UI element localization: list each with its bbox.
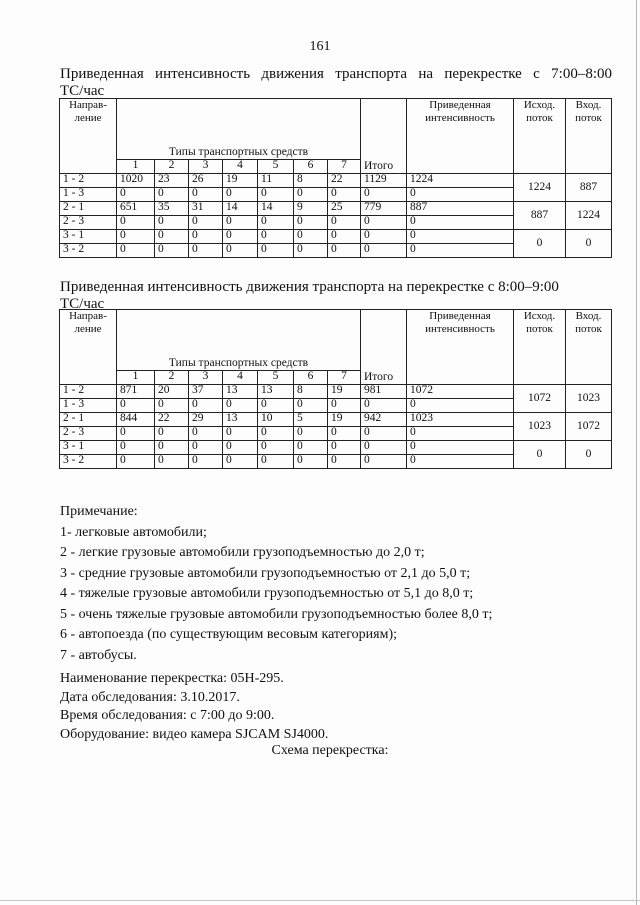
- vehicle-count-cell: 22: [155, 413, 189, 427]
- survey-date: Дата обследования: 3.10.2017.: [60, 689, 240, 705]
- vehicle-count-cell: 0: [294, 230, 328, 244]
- header-type-number: 1: [117, 371, 155, 385]
- vehicle-count-cell: 13: [223, 413, 258, 427]
- vehicle-count-cell: 0: [117, 188, 155, 202]
- header-type-number: 6: [294, 160, 328, 174]
- vehicle-count-cell: 8: [294, 174, 328, 188]
- survey-equipment: Оборудование: видео камера SJCAM SJ4000.: [60, 726, 329, 742]
- table1-title: Приведенная интенсивность движения транспорта на перекрестке с 7:00–8:00: [60, 66, 612, 82]
- vehicle-count-cell: 0: [189, 427, 223, 441]
- table-row: [60, 174, 612, 188]
- total-cell: 0: [361, 230, 407, 244]
- reduced-intensity-cell: 1072: [407, 385, 514, 399]
- vehicle-count-cell: 0: [223, 216, 258, 230]
- vehicle-count-cell: 11: [258, 174, 294, 188]
- direction-cell: 3 - 2: [60, 244, 117, 258]
- direction-cell: 3 - 1: [60, 230, 117, 244]
- vehicle-count-cell: 0: [328, 230, 361, 244]
- header-row: [60, 99, 612, 160]
- table1: [59, 98, 612, 258]
- vehicle-count-cell: 19: [223, 174, 258, 188]
- vehicle-count-cell: 0: [117, 441, 155, 455]
- direction-cell: 3 - 2: [60, 455, 117, 469]
- vehicle-count-cell: 19: [328, 413, 361, 427]
- vehicle-count-cell: 5: [294, 413, 328, 427]
- header-vehicle-types: [117, 310, 361, 371]
- table-row: [60, 441, 612, 455]
- vehicle-count-cell: 0: [117, 216, 155, 230]
- header-type-number: 4: [223, 160, 258, 174]
- vehicle-count-cell: 0: [258, 188, 294, 202]
- notes-item: 6 - автопоезда (по существующим весовым категориям);: [60, 627, 398, 642]
- vehicle-count-cell: 844: [117, 413, 155, 427]
- vehicle-count-cell: 0: [189, 230, 223, 244]
- header-direction: Направ- ление: [60, 310, 117, 385]
- vehicle-count-cell: 9: [294, 202, 328, 216]
- reduced-intensity-cell: 0: [407, 455, 514, 469]
- table2-title: Приведенная интенсивность движения транспорта на перекрестке с 8:00–9:00: [60, 279, 559, 295]
- header-out-flow: Исход. поток: [514, 99, 566, 174]
- vehicle-count-cell: 0: [328, 216, 361, 230]
- reduced-intensity-cell: 0: [407, 244, 514, 258]
- vehicle-count-cell: 23: [155, 174, 189, 188]
- vehicle-count-cell: 22: [328, 174, 361, 188]
- header-type-number: 6: [294, 371, 328, 385]
- vehicle-count-cell: 0: [155, 441, 189, 455]
- header-type-number: 7: [328, 160, 361, 174]
- vehicle-count-cell: 37: [189, 385, 223, 399]
- vehicle-count-cell: 19: [328, 385, 361, 399]
- vehicle-count-cell: 871: [117, 385, 155, 399]
- vehicle-count-cell: 0: [258, 399, 294, 413]
- header-type-number: 4: [223, 371, 258, 385]
- header-vehicle-types-label: Типы транспортных средств: [168, 146, 309, 158]
- notes-block: [60, 502, 492, 666]
- vehicle-count-cell: 0: [117, 230, 155, 244]
- direction-cell: 1 - 3: [60, 188, 117, 202]
- header-type-number: 2: [155, 160, 189, 174]
- out-flow-cell: 1072: [514, 385, 566, 413]
- vehicle-count-cell: 651: [117, 202, 155, 216]
- total-cell: 0: [361, 427, 407, 441]
- notes-item: 3 - средние грузовые автомобили грузоподъемностью от 2,1 до 5,0 т;: [60, 565, 471, 581]
- table-row: [60, 202, 612, 216]
- out-flow-cell: 1224: [514, 174, 566, 202]
- vehicle-count-cell: 0: [328, 427, 361, 441]
- table-row: [60, 413, 612, 427]
- vehicle-count-cell: 29: [189, 413, 223, 427]
- total-cell: 942: [361, 413, 407, 427]
- header-type-number: 5: [258, 160, 294, 174]
- vehicle-count-cell: 0: [189, 399, 223, 413]
- vehicle-count-cell: 1020: [117, 174, 155, 188]
- table-row: [60, 385, 612, 399]
- vehicle-count-cell: 0: [189, 216, 223, 230]
- direction-cell: 1 - 3: [60, 399, 117, 413]
- vehicle-count-cell: 0: [294, 188, 328, 202]
- vehicle-count-cell: 0: [223, 427, 258, 441]
- out-flow-cell: 0: [514, 230, 566, 258]
- vehicle-count-cell: 0: [258, 441, 294, 455]
- header-type-number: 3: [189, 160, 223, 174]
- vehicle-count-cell: 31: [189, 202, 223, 216]
- in-flow-cell: 1072: [566, 413, 612, 441]
- out-flow-cell: 0: [514, 441, 566, 469]
- header-type-number: 5: [258, 371, 294, 385]
- reduced-intensity-cell: 0: [407, 427, 514, 441]
- vehicle-count-cell: 14: [223, 202, 258, 216]
- reduced-intensity-cell: 1224: [407, 174, 514, 188]
- out-flow-cell: 887: [514, 202, 566, 230]
- direction-cell: 2 - 3: [60, 216, 117, 230]
- vehicle-count-cell: 0: [328, 399, 361, 413]
- in-flow-cell: 1023: [566, 385, 612, 413]
- vehicle-count-cell: 0: [328, 188, 361, 202]
- vehicle-count-cell: 0: [223, 455, 258, 469]
- vehicle-count-cell: 0: [294, 244, 328, 258]
- vehicle-count-cell: 10: [258, 413, 294, 427]
- header-in-flow: Вход. поток: [566, 99, 612, 174]
- total-cell: 0: [361, 244, 407, 258]
- notes-heading: Примечание:: [60, 504, 138, 519]
- vehicle-count-cell: 0: [258, 216, 294, 230]
- vehicle-count-cell: 25: [328, 202, 361, 216]
- header-out-flow: Исход. поток: [514, 310, 566, 385]
- vehicle-count-cell: 0: [328, 441, 361, 455]
- in-flow-cell: 0: [566, 230, 612, 258]
- notes-item: 2 - легкие грузовые автомобили грузоподъемностью до 2,0 т;: [60, 545, 425, 560]
- direction-cell: 1 - 2: [60, 385, 117, 399]
- header-vehicle-types: [117, 99, 361, 160]
- intersection-name: Наименование перекрестка: 05Н-295.: [60, 671, 284, 686]
- total-cell: 0: [361, 188, 407, 202]
- page-number: 161: [309, 39, 331, 54]
- vehicle-count-cell: 0: [117, 455, 155, 469]
- vehicle-count-cell: 20: [155, 385, 189, 399]
- survey-time: Время обследования: с 7:00 до 9:00.: [60, 708, 275, 723]
- total-cell: 779: [361, 202, 407, 216]
- vehicle-count-cell: 0: [155, 427, 189, 441]
- vehicle-count-cell: 0: [155, 216, 189, 230]
- direction-cell: 2 - 1: [60, 413, 117, 427]
- header-total: Итого: [361, 99, 407, 174]
- header-type-number: 3: [189, 371, 223, 385]
- out-flow-cell: 1023: [514, 413, 566, 441]
- reduced-intensity-cell: 0: [407, 230, 514, 244]
- vehicle-count-cell: 0: [155, 455, 189, 469]
- direction-cell: 1 - 2: [60, 174, 117, 188]
- vehicle-count-cell: 0: [117, 399, 155, 413]
- vehicle-count-cell: 0: [155, 230, 189, 244]
- table2: [59, 309, 612, 469]
- vehicle-count-cell: 0: [117, 427, 155, 441]
- vehicle-count-cell: 0: [258, 427, 294, 441]
- vehicle-count-cell: 0: [294, 427, 328, 441]
- vehicle-count-cell: 0: [328, 455, 361, 469]
- direction-cell: 2 - 3: [60, 427, 117, 441]
- notes-item: 1- легковые автомобили;: [60, 524, 207, 540]
- vehicle-count-cell: 0: [294, 216, 328, 230]
- header-type-number: 7: [328, 371, 361, 385]
- vehicle-count-cell: 0: [189, 441, 223, 455]
- table1-title-unit: ТС/час: [60, 83, 105, 99]
- vehicle-count-cell: 13: [223, 385, 258, 399]
- page-edge-right: [636, 0, 637, 905]
- table2-title-unit: ТС/час: [60, 296, 105, 312]
- vehicle-count-cell: 35: [155, 202, 189, 216]
- notes-item: 5 - очень тяжелые грузовые автомобили грузоподъемностью более 8,0 т;: [60, 606, 493, 622]
- total-cell: 1129: [361, 174, 407, 188]
- vehicle-count-cell: 0: [328, 244, 361, 258]
- notes-item: 4 - тяжелые грузовые автомобили грузоподъемностью от 5,1 до 8,0 т;: [60, 586, 474, 601]
- total-cell: 0: [361, 441, 407, 455]
- vehicle-count-cell: 0: [223, 399, 258, 413]
- direction-cell: 2 - 1: [60, 202, 117, 216]
- header-row: [60, 310, 612, 371]
- vehicle-count-cell: 0: [189, 455, 223, 469]
- vehicle-count-cell: 0: [258, 244, 294, 258]
- in-flow-cell: 1224: [566, 202, 612, 230]
- vehicle-count-cell: 0: [294, 441, 328, 455]
- direction-cell: 3 - 1: [60, 441, 117, 455]
- notes-item: 7 - автобусы.: [60, 647, 137, 663]
- table-row: [60, 230, 612, 244]
- vehicle-count-cell: 13: [258, 385, 294, 399]
- in-flow-cell: 887: [566, 174, 612, 202]
- reduced-intensity-cell: 1023: [407, 413, 514, 427]
- reduced-intensity-cell: 0: [407, 216, 514, 230]
- page-edge-bottom: [0, 900, 640, 901]
- vehicle-count-cell: 0: [189, 188, 223, 202]
- header-vehicle-types-label: Типы транспортных средств: [168, 357, 309, 369]
- vehicle-count-cell: 0: [155, 188, 189, 202]
- vehicle-count-cell: 0: [223, 441, 258, 455]
- vehicle-count-cell: 0: [155, 244, 189, 258]
- total-cell: 981: [361, 385, 407, 399]
- total-cell: 0: [361, 399, 407, 413]
- header-type-number: 1: [117, 160, 155, 174]
- vehicle-count-cell: 14: [258, 202, 294, 216]
- scheme-heading: Схема перекрестка:: [271, 743, 389, 758]
- vehicle-count-cell: 8: [294, 385, 328, 399]
- reduced-intensity-cell: 0: [407, 441, 514, 455]
- reduced-intensity-cell: 0: [407, 188, 514, 202]
- in-flow-cell: 0: [566, 441, 612, 469]
- header-type-number: 2: [155, 371, 189, 385]
- header-reduced-intensity: Приведенная интенсивность: [407, 99, 514, 174]
- survey-info: [60, 670, 328, 744]
- header-direction: Направ- ление: [60, 99, 117, 174]
- header-reduced-intensity: Приведенная интенсивность: [407, 310, 514, 385]
- total-cell: 0: [361, 455, 407, 469]
- vehicle-count-cell: 26: [189, 174, 223, 188]
- vehicle-count-cell: 0: [258, 455, 294, 469]
- vehicle-count-cell: 0: [223, 244, 258, 258]
- reduced-intensity-cell: 887: [407, 202, 514, 216]
- vehicle-count-cell: 0: [223, 230, 258, 244]
- vehicle-count-cell: 0: [223, 188, 258, 202]
- vehicle-count-cell: 0: [189, 244, 223, 258]
- vehicle-count-cell: 0: [258, 230, 294, 244]
- header-total: Итого: [361, 310, 407, 385]
- total-cell: 0: [361, 216, 407, 230]
- vehicle-count-cell: 0: [155, 399, 189, 413]
- header-in-flow: Вход. поток: [566, 310, 612, 385]
- reduced-intensity-cell: 0: [407, 399, 514, 413]
- vehicle-count-cell: 0: [294, 399, 328, 413]
- vehicle-count-cell: 0: [294, 455, 328, 469]
- vehicle-count-cell: 0: [117, 244, 155, 258]
